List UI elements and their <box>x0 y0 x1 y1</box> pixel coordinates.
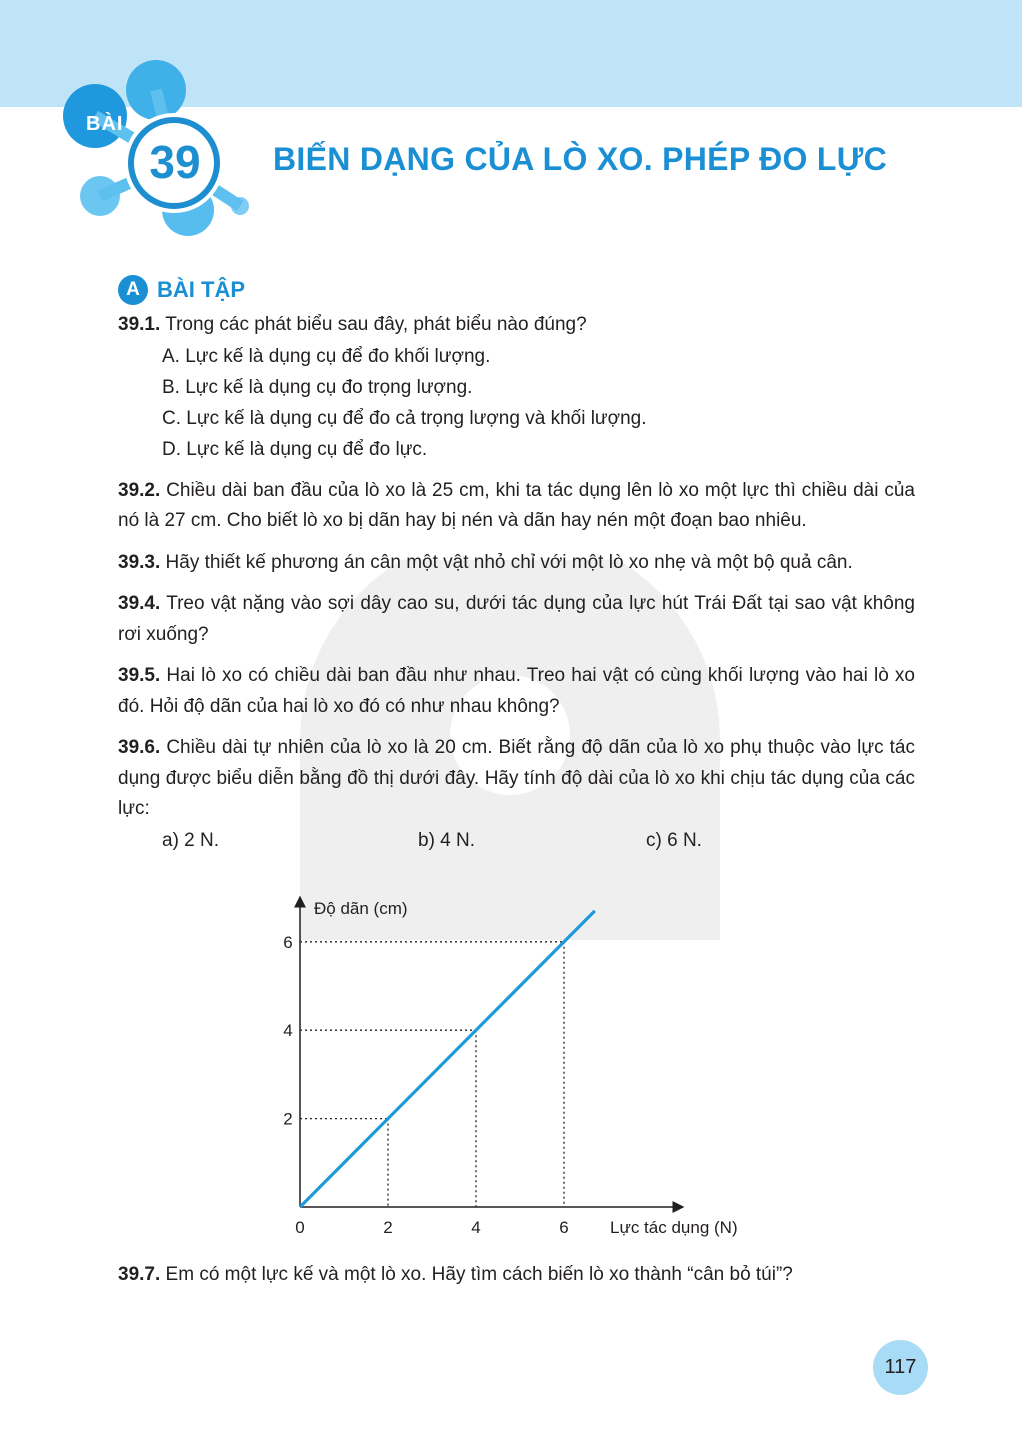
question-text: Hãy thiết kế phương án cân một vật nhỏ chỉ với một lò xo nhẹ và một bộ quả cân. <box>160 551 853 573</box>
question-39-5 <box>118 661 915 722</box>
y-tick-label: 4 <box>283 1021 293 1041</box>
subpart-a: a) 2 N. <box>162 829 220 851</box>
question-number: 39.7. <box>118 1264 161 1285</box>
question-39-7 <box>118 1260 915 1290</box>
exercise-list <box>118 310 915 856</box>
question-39-1 <box>118 310 915 465</box>
y-tick-label: 6 <box>283 932 293 952</box>
subpart-b: b) 4 N. <box>418 829 476 851</box>
x-axis-label: Lực tác dụng (N) <box>610 1218 738 1237</box>
option-c: C. Lực kế là dụng cụ để đo cả trọng lượng và khối lượng. <box>162 407 647 429</box>
question-39-6 <box>118 733 915 825</box>
x-tick-label: 0 <box>295 1218 305 1237</box>
section-title: BÀI TẬP <box>157 277 245 302</box>
y-axis-label: Độ dãn (cm) <box>314 899 408 918</box>
subpart-c: c) 6 N. <box>646 829 702 851</box>
x-tick-label: 6 <box>559 1218 569 1237</box>
question-number: 39.6. <box>118 737 161 758</box>
question-number: 39.3. <box>118 551 161 573</box>
question-text: Chiều dài tự nhiên của lò xo là 20 cm. Biết rằng độ dãn của lò xo phụ thuộc vào lực tác dụng được biểu diễn bằng đồ thị dưới đây. Hãy tính độ dài của lò xo khi chịu tác dụng của các lực: <box>118 737 915 819</box>
page-number: 117 <box>873 1340 928 1395</box>
question-text: Chiều dài ban đầu của lò xo là 25 cm, khi ta tác dụng lên lò xo một lực thì chiều dài của nó là 27 cm. Cho biết lò xo bị dãn hay bị nén và dãn hay nén một đoạn bao nhiêu. <box>118 479 915 531</box>
question-number: 39.1. <box>118 314 161 335</box>
question-39-4 <box>118 589 915 650</box>
question-39-2 <box>118 476 915 537</box>
option-b: B. Lực kế là dụng cụ đo trọng lượng. <box>162 376 473 398</box>
question-number: 39.4. <box>118 593 161 614</box>
section-header <box>118 274 245 306</box>
extension-force-chart <box>250 880 790 1250</box>
lesson-badge-label: BÀI <box>86 113 124 135</box>
option-a: A. Lực kế là dụng cụ để đo khối lượng. <box>162 345 491 367</box>
question-text: Trong các phát biểu sau đây, phát biểu nào đúng? <box>160 314 587 335</box>
y-tick-label: 2 <box>283 1109 293 1129</box>
question-text: Em có một lực kế và một lò xo. Hãy tìm cách biến lò xo thành “cân bỏ túi”? <box>160 1264 793 1285</box>
question-number: 39.2. <box>118 479 161 501</box>
question-39-6-subparts <box>162 826 915 857</box>
x-tick-label: 2 <box>383 1218 393 1237</box>
section-letter: A <box>118 275 148 305</box>
question-number: 39.5. <box>118 665 161 686</box>
x-tick-label: 4 <box>471 1218 481 1237</box>
lesson-title: BIẾN DẠNG CỦA LÒ XO. PHÉP ĐO LỰC <box>273 141 887 177</box>
question-text: Hai lò xo có chiều dài ban đầu như nhau. Treo hai vật có cùng khối lượng vào hai lò xo đó. Hỏi độ dãn của hai lò xo đó có như nhau không? <box>118 665 915 717</box>
lesson-number: 39 <box>149 136 201 188</box>
question-39-3 <box>118 548 915 579</box>
series-line <box>300 911 595 1207</box>
question-text: Treo vật nặng vào sợi dây cao su, dưới tác dụng của lực hút Trái Đất tại sao vật không rơi xuống? <box>118 593 915 645</box>
option-d: D. Lực kế là dụng cụ để đo lực. <box>162 438 428 460</box>
